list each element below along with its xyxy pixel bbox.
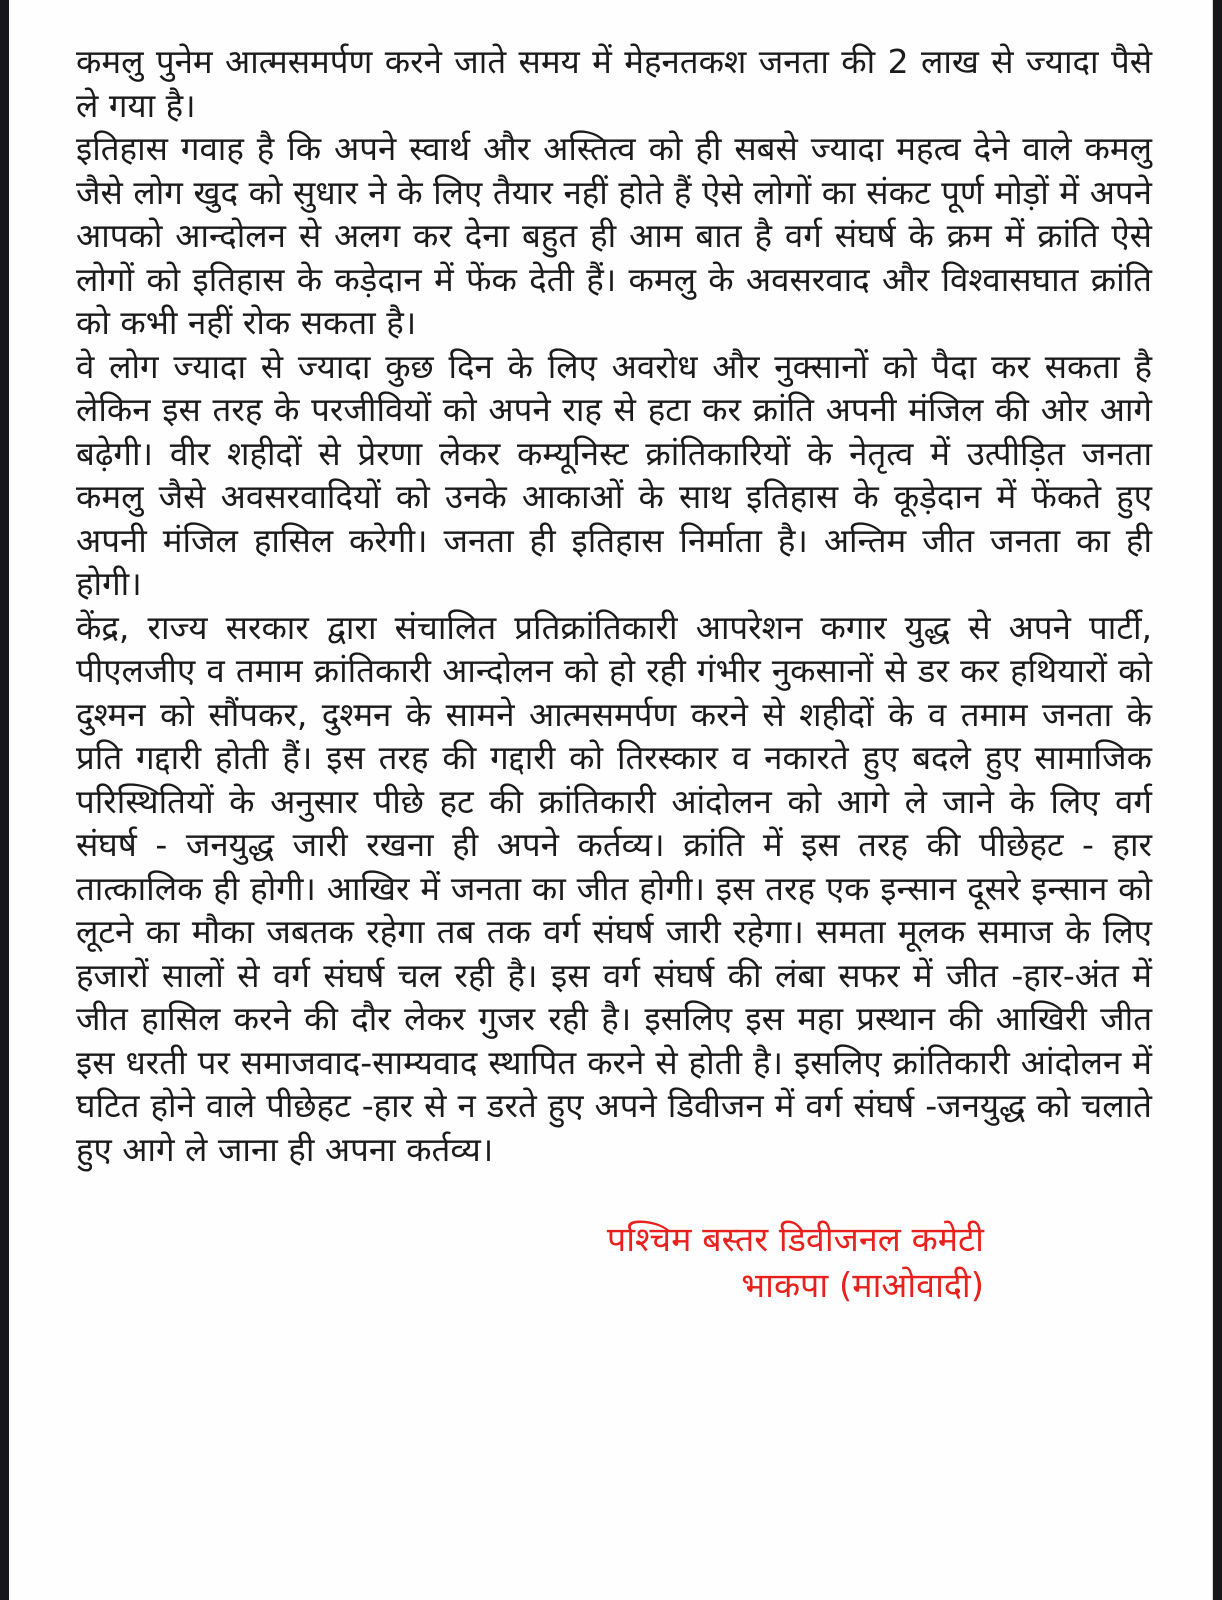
body-paragraph: केंद्र, राज्य सरकार द्वारा संचालित प्रतिक्रांतिकारी आपरेशन कगार युद्ध से अपने पार्टी, पीएलजीए व तमाम क्रांतिकारी आन्दोलन को हो रही गंभीर नुकसानों से डर कर हथियारों को दुश्मन को सौंपकर, दुश्मन के सामने आत्मसमर्पण करने से शहीदों के व तमाम जनता के प्रति गद्दारी होती हैं। इस तरह की गद्दारी को तिरस्कार व नकारते हुए बदले हुए सामाजिक परिस्थितियों के अनुसार पीछे हट की क्रांतिकारी आंदोलन को आगे ले जाने के लिए वर्ग संघर्ष - जनयुद्ध जारी रखना ही अपने कर्तव्य। क्रांति में इस तरह की पीछेहट - हार तात्कालिक ही होगी। आखिर में जनता का जीत होगी। इस तरह एक इन्सान दूसरे इन्सान को लूटने का मौका जबतक रहेगा तब तक वर्ग संघर्ष जारी रहेगा। समता मूलक समाज के लिए हजारों सालों से वर्ग संघर्ष चल रही है। इस वर्ग संघर्ष की लंबा सफर में जीत -हार-अंत में जीत हासिल करने की दौर लेकर गुजर रही है। इसलिए इस महा प्रस्थान की आखिरी जीत इस धरती पर समाजवाद-साम्यवाद स्थापित करने से होती है। इसलिए क्रांतिकारी आंदोलन में घटित होने वाले पीछेहट -हार से न डरते हुए अपने डिवीजन में वर्ग संघर्ष -जनयुद्ध को चलाते हुए आगे ले जाना ही अपना कर्तव्य।	[76, 607, 1152, 1169]
signature-committee-line: पश्चिम बस्तर डिवीजनल कमेटी	[606, 1220, 984, 1260]
signature-party-line: भाकपा (माओवादी)	[741, 1266, 984, 1306]
left-page-edge-bar	[0, 0, 11, 1600]
document-body	[76, 40, 1152, 1309]
signature-block	[76, 1217, 1152, 1309]
body-paragraph: कमलु पुनेम आत्मसमर्पण करने जाते समय में मेहनतकश जनता की 2 लाख से ज्यादा पैसे ले गया है।	[76, 42, 1152, 125]
right-page-edge-bar	[1212, 0, 1222, 1600]
body-paragraph: इतिहास गवाह है कि अपने स्वार्थ और अस्तित्व को ही सबसे ज्यादा महत्व देने वाले कमलु जैसे लोग खुद को सुधार ने के लिए तैयार नहीं होते हैं ऐसे लोगों का संकट पूर्ण मोड़ों में अपने आपको आन्दोलन से अलग कर देना बहुत ही आम बात है वर्ग संघर्ष के क्रम में क्रांति ऐसे लोगों को इतिहास के कड़ेदान में फेंक देती हैं। कमलु के अवसरवाद और विश्वासघात क्रांति को कभी नहीं रोक सकता है।	[76, 129, 1152, 342]
body-paragraph: वे लोग ज्यादा से ज्यादा कुछ दिन के लिए अवरोध और नुक्सानों को पैदा कर सकता है लेकिन इस तरह के परजीवियों को अपने राह से हटा कर क्रांति अपनी मंजिल की ओर आगे बढ़ेगी। वीर शहीदों से प्रेरणा लेकर कम्यूनिस्ट क्रांतिकारियों के नेतृत्व में उत्पीड़ित जनता कमलु जैसे अवसरवादियों को उनके आकाओं के साथ इतिहास के कूड़ेदान में फेंकते हुए अपनी मंजिल हासिल करेगी। जनता ही इतिहास निर्माता है। अन्तिम जीत जनता का ही होगी।	[76, 346, 1152, 603]
